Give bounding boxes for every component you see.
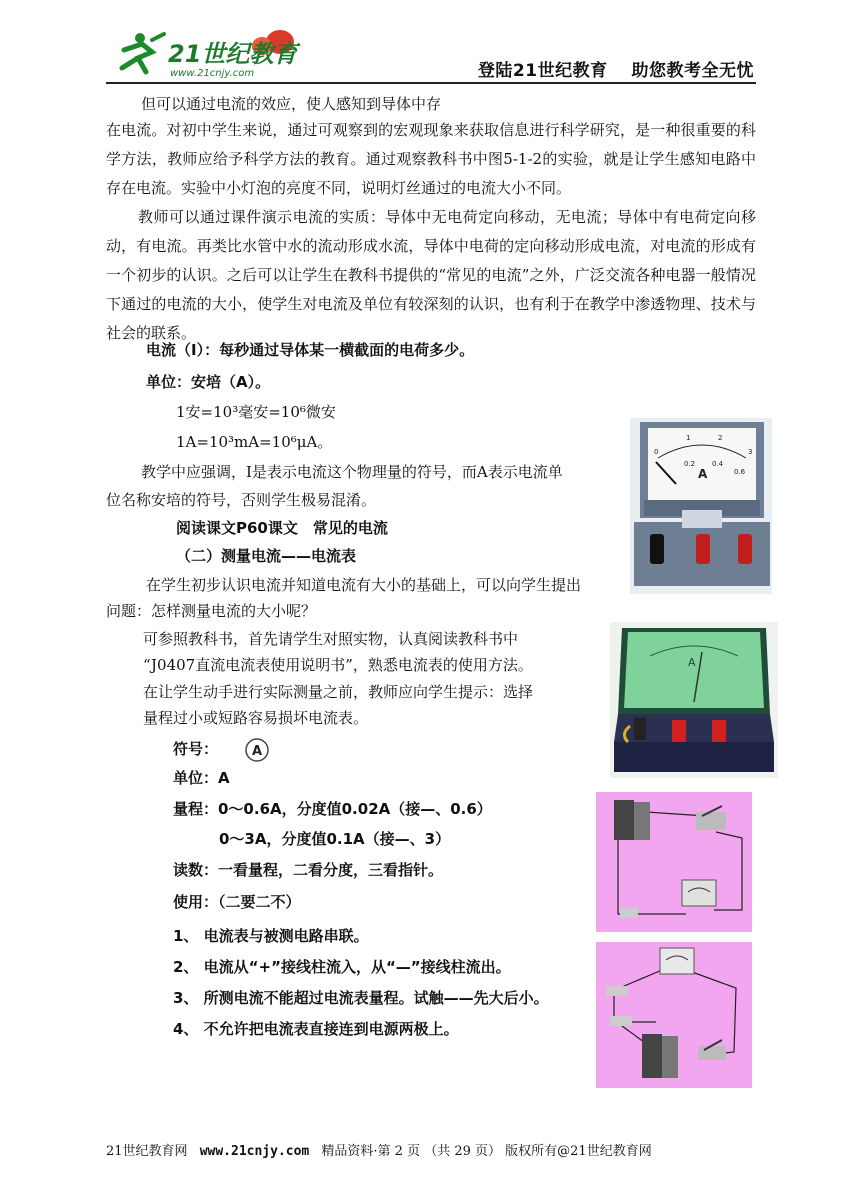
usage-rule-2: 2、 电流从“+”接线柱流入，从“—”接线柱流出。 [173, 958, 511, 976]
svg-text:A: A [698, 467, 708, 481]
logo [112, 28, 312, 80]
footer-left: 21世纪教育网 [106, 1144, 188, 1159]
svg-text:1: 1 [686, 434, 691, 442]
ammeter-symbol-icon [244, 737, 270, 763]
paragraph-5-line-2: “J0407直流电流表使用说明书”，熟悉电流表的使用方法。 [143, 656, 533, 674]
svg-text:0.6: 0.6 [734, 468, 746, 476]
svg-text:2: 2 [718, 434, 723, 442]
svg-text:3: 3 [748, 448, 753, 456]
footer-right: 精品资料·第 2 页 （共 29 页） 版权所有@21世纪教育网 [321, 1144, 652, 1159]
logo-url: www.21cnjy.com [170, 68, 255, 79]
paragraph-4-line-2: 问题：怎样测量电流的大小呢？ [106, 602, 317, 620]
usage-rule-4: 4、 不允许把电流表直接连到电源两极上。 [173, 1020, 459, 1038]
paragraph-1-line-1: 但可以通过电流的效应，使人感知到导体中存 [141, 95, 442, 113]
paragraph-4-line-1: 在学生初步认识电流并知道电流有大小的基础上，可以向学生提出 [146, 576, 582, 594]
circuit-photo-2 [596, 942, 752, 1088]
unit-conversion-1: 1安=10³毫安=10⁶微安 [176, 403, 336, 421]
paragraph-3-line-2: 位名称安培的符号，否则学生极易混淆。 [106, 491, 377, 509]
unit-ampere: 单位：安培（A）。 [146, 373, 271, 391]
usage-heading: 使用：（二要二不） [173, 893, 301, 911]
svg-text:A: A [688, 656, 696, 669]
footer-site-link[interactable]: www.21cnjy.com [199, 1144, 310, 1159]
paragraph-1: 在电流。对初中学生来说，通过可观察到的宏观现象来获取信息进行科学研究，是一种很重要的科学方法，教师应给予科学方法的教育。通过观察教科书中图5-1-2的实验，就是让学生感知电路中存在电流。实验中小灯泡的亮度不同，说明灯丝通过的电流大小不同。 [106, 121, 756, 197]
current-definition: 电流（I）：每秒通过导体某一横截面的电荷多少。 [146, 341, 475, 359]
ammeter-photo-1 [630, 418, 772, 594]
page-footer [106, 1140, 652, 1159]
usage-rule-3: 3、 所测电流不能超过电流表量程。试触——先大后小。 [173, 989, 549, 1007]
paragraph-5-line-1: 可参照教科书，首先请学生对照实物，认真阅读教科书中 [143, 630, 519, 648]
paragraph-2: 教师可以通过课件演示电流的实质：导体中无电荷定向移动，无电流；导体中有电荷定向移动，有电流。再类比水管中水的流动形成水流，导体中电荷的定向移动形成电流，对电流的形成有一个初步的认识。之后可以让学生在教科书提供的“常见的电流”之外，广泛交流各种电器一般情况下通过的电流的大小，使学生对电流及单位有较深刻的认识，也有利于在教学中渗透物理、技术与社会的联系。 [106, 208, 756, 342]
reading-assignment: 阅读课文P60课文 常见的电流 [176, 519, 388, 537]
unit-conversion-2: 1A=10³mA=10⁶μA。 [176, 433, 333, 451]
paragraph-5-line-3: 在让学生动手进行实际测量之前，教师应向学生提示：选择 [143, 683, 534, 701]
header-divider [106, 82, 756, 84]
symbol-label: 符号： [173, 740, 219, 758]
ammeter-photo-2 [610, 622, 778, 778]
range-line-1: 量程：0～0.6A，分度值0.02A（接—、0.6） [173, 800, 492, 818]
reading-rule: 读数：一看量程，二看分度，三看指针。 [173, 861, 444, 879]
svg-text:0.2: 0.2 [684, 460, 696, 468]
section-heading-ammeter: （二）测量电流——电流表 [176, 547, 357, 565]
range-line-2: 0～3A，分度值0.1A（接—、3） [219, 830, 451, 848]
runner-figure-icon [122, 33, 164, 72]
header-slogan: 登陆21世纪教育 助您教考全无忧 [477, 61, 754, 81]
paragraph-3-line-1: 教学中应强调，I是表示电流这个物理量的符号，而A表示电流单 [141, 463, 563, 481]
usage-rule-1: 1、 电流表与被测电路串联。 [173, 927, 369, 945]
svg-text:0: 0 [654, 448, 659, 456]
paragraph-5-line-4: 量程过小或短路容易损坏电流表。 [143, 709, 369, 727]
svg-text:A: A [251, 744, 263, 759]
circuit-photo-1 [596, 792, 752, 932]
logo-text: 21世纪教育 [168, 40, 298, 68]
unit-line-2: 单位：A [173, 769, 230, 787]
svg-text:0.4: 0.4 [712, 460, 724, 468]
